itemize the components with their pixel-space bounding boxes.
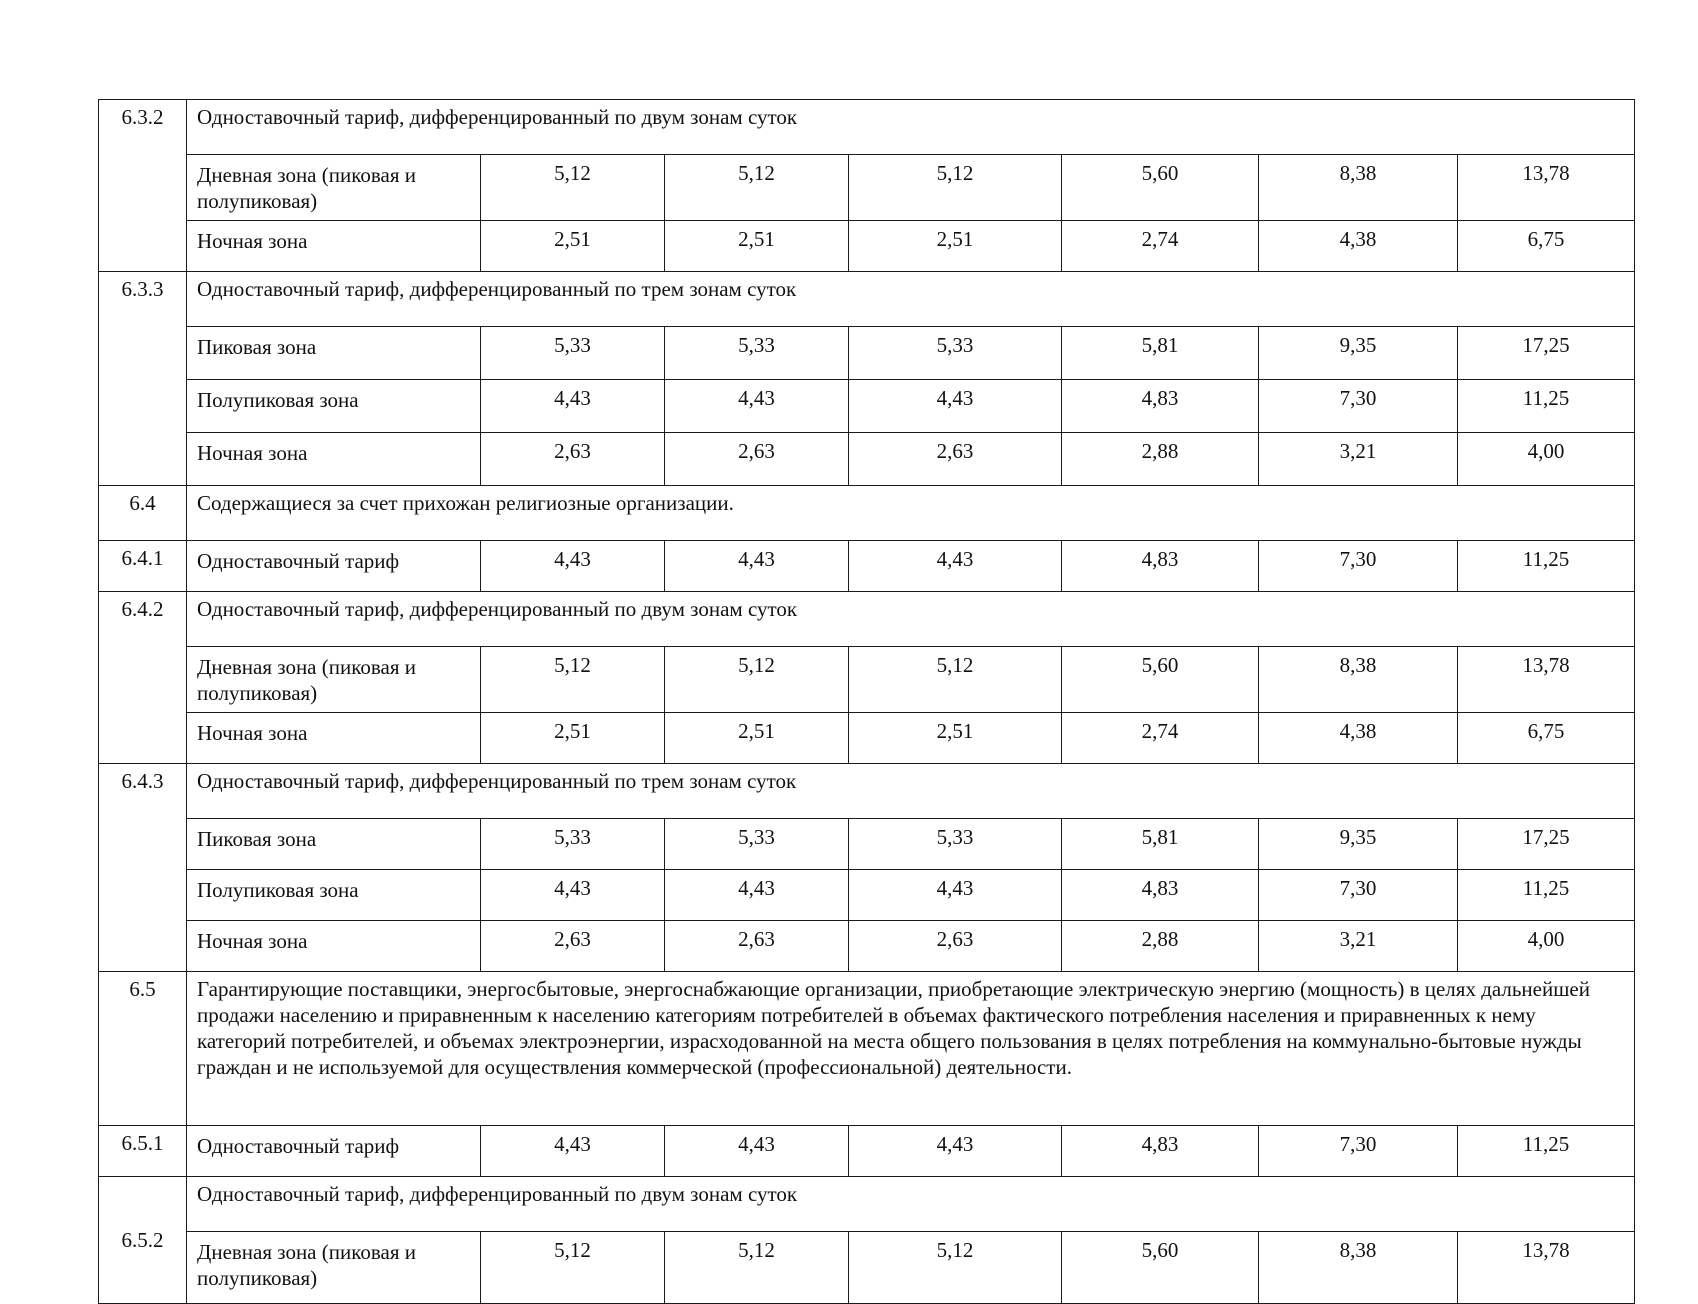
tariff-value: 4,83 xyxy=(1062,541,1259,592)
group-heading: Одноставочный тариф, дифференцированный по трем зонам суток xyxy=(187,764,1635,819)
tariff-value: 2,88 xyxy=(1062,433,1259,486)
tariff-value: 4,43 xyxy=(665,870,849,921)
section-number: 6.5.2 xyxy=(99,1177,187,1304)
tariff-value: 17,25 xyxy=(1458,819,1635,870)
group-header-row xyxy=(99,764,1635,819)
tariff-value: 8,38 xyxy=(1259,1232,1458,1304)
table-row xyxy=(99,155,1635,221)
section-number: 6.3.3 xyxy=(99,272,187,486)
tariff-value: 4,43 xyxy=(481,541,665,592)
row-label: Ночная зона xyxy=(187,433,481,486)
tariff-value: 4,43 xyxy=(665,541,849,592)
tariff-value: 8,38 xyxy=(1259,647,1458,713)
table-row xyxy=(99,921,1635,972)
tariff-value: 2,51 xyxy=(849,713,1062,764)
tariff-value: 6,75 xyxy=(1458,713,1635,764)
group-header-row xyxy=(99,486,1635,541)
tariff-value: 4,83 xyxy=(1062,870,1259,921)
tariff-value: 5,33 xyxy=(481,327,665,380)
tariff-value: 5,60 xyxy=(1062,647,1259,713)
group-heading: Одноставочный тариф, дифференцированный по двум зонам суток xyxy=(187,1177,1635,1232)
table-row xyxy=(99,713,1635,764)
tariff-value: 11,25 xyxy=(1458,541,1635,592)
row-label: Полупиковая зона xyxy=(187,380,481,433)
row-label: Дневная зона (пиковая и полупиковая) xyxy=(187,1232,481,1304)
tariff-value: 13,78 xyxy=(1458,1232,1635,1304)
tariff-value: 5,60 xyxy=(1062,1232,1259,1304)
group-heading: Одноставочный тариф, дифференцированный по двум зонам суток xyxy=(187,100,1635,155)
tariff-value: 5,33 xyxy=(665,327,849,380)
tariff-value: 5,12 xyxy=(849,647,1062,713)
tariff-value: 11,25 xyxy=(1458,870,1635,921)
section-number: 6.4 xyxy=(99,486,187,541)
section-number: 6.4.2 xyxy=(99,592,187,764)
tariff-value: 9,35 xyxy=(1259,327,1458,380)
tariff-value: 11,25 xyxy=(1458,380,1635,433)
tariff-value: 9,35 xyxy=(1259,819,1458,870)
tariff-value: 8,38 xyxy=(1259,155,1458,221)
tariff-value: 5,12 xyxy=(665,647,849,713)
tariff-value: 5,60 xyxy=(1062,155,1259,221)
row-label: Ночная зона xyxy=(187,713,481,764)
row-label: Дневная зона (пиковая и полупиковая) xyxy=(187,647,481,713)
group-header-row xyxy=(99,972,1635,1126)
tariff-value: 5,81 xyxy=(1062,327,1259,380)
table-row xyxy=(99,1126,1635,1177)
row-label: Одноставочный тариф xyxy=(187,541,481,592)
tariff-value: 5,33 xyxy=(665,819,849,870)
group-header-row xyxy=(99,272,1635,327)
tariff-value: 4,43 xyxy=(481,1126,665,1177)
tariff-value: 7,30 xyxy=(1259,380,1458,433)
table-row xyxy=(99,433,1635,486)
row-label: Дневная зона (пиковая и полупиковая) xyxy=(187,155,481,221)
row-label: Ночная зона xyxy=(187,921,481,972)
group-heading: Гарантирующие поставщики, энергосбытовые, энергоснабжающие организации, приобретающие электрическую энергию (мощность) в целях дальнейшей продажи населению и приравненным к населению категориям потребителей в объемах фактического потребления населения и приравненных к нему категорий потребителей, и объемах электроэнергии, израсходованной на места общего пользования в целях потребления на коммунально-бытовые нужды граждан и не используемой для осуществления коммерческой (профессиональной) деятельности. xyxy=(187,972,1635,1126)
tariff-value: 4,83 xyxy=(1062,1126,1259,1177)
tariff-value: 2,63 xyxy=(481,921,665,972)
table-row xyxy=(99,221,1635,272)
tariff-value: 13,78 xyxy=(1458,155,1635,221)
tariff-value: 5,33 xyxy=(481,819,665,870)
section-number: 6.4.1 xyxy=(99,541,187,592)
tariff-value: 2,51 xyxy=(665,713,849,764)
tariff-value: 4,43 xyxy=(481,380,665,433)
tariff-value: 2,63 xyxy=(665,433,849,486)
tariff-value: 2,51 xyxy=(665,221,849,272)
tariff-value: 4,43 xyxy=(481,870,665,921)
tariff-value: 11,25 xyxy=(1458,1126,1635,1177)
tariff-value: 3,21 xyxy=(1259,433,1458,486)
tariff-value: 4,43 xyxy=(849,870,1062,921)
row-label: Пиковая зона xyxy=(187,327,481,380)
table-row xyxy=(99,819,1635,870)
tariff-value: 4,83 xyxy=(1062,380,1259,433)
tariff-value: 2,63 xyxy=(665,921,849,972)
tariff-value: 2,74 xyxy=(1062,221,1259,272)
tariff-value: 4,00 xyxy=(1458,921,1635,972)
table-row xyxy=(99,870,1635,921)
tariff-value: 4,43 xyxy=(849,380,1062,433)
tariff-value: 2,51 xyxy=(849,221,1062,272)
row-label: Пиковая зона xyxy=(187,819,481,870)
tariff-value: 5,12 xyxy=(849,1232,1062,1304)
group-header-row xyxy=(99,100,1635,155)
tariff-value: 2,63 xyxy=(849,433,1062,486)
table-row xyxy=(99,647,1635,713)
tariff-value: 4,43 xyxy=(849,1126,1062,1177)
group-heading: Одноставочный тариф, дифференцированный по двум зонам суток xyxy=(187,592,1635,647)
section-number: 6.3.2 xyxy=(99,100,187,272)
tariff-value: 5,33 xyxy=(849,819,1062,870)
tariff-table xyxy=(98,99,1635,1304)
tariff-value: 7,30 xyxy=(1259,1126,1458,1177)
tariff-value: 7,30 xyxy=(1259,541,1458,592)
tariff-value: 4,38 xyxy=(1259,221,1458,272)
tariff-value: 2,74 xyxy=(1062,713,1259,764)
tariff-value: 5,12 xyxy=(481,1232,665,1304)
tariff-value: 4,38 xyxy=(1259,713,1458,764)
table-row xyxy=(99,327,1635,380)
group-heading: Содержащиеся за счет прихожан религиозные организации. xyxy=(187,486,1635,541)
tariff-value: 5,12 xyxy=(665,155,849,221)
tariff-value: 7,30 xyxy=(1259,870,1458,921)
table-row xyxy=(99,1232,1635,1304)
tariff-value: 4,00 xyxy=(1458,433,1635,486)
group-header-row xyxy=(99,1177,1635,1232)
tariff-value: 2,63 xyxy=(849,921,1062,972)
tariff-value: 6,75 xyxy=(1458,221,1635,272)
section-number: 6.5.1 xyxy=(99,1126,187,1177)
row-label: Полупиковая зона xyxy=(187,870,481,921)
tariff-value: 5,12 xyxy=(849,155,1062,221)
tariff-value: 3,21 xyxy=(1259,921,1458,972)
tariff-value: 4,43 xyxy=(665,1126,849,1177)
tariff-value: 2,51 xyxy=(481,221,665,272)
section-number: 6.4.3 xyxy=(99,764,187,972)
tariff-value: 2,63 xyxy=(481,433,665,486)
tariff-value: 2,88 xyxy=(1062,921,1259,972)
tariff-value: 5,33 xyxy=(849,327,1062,380)
tariff-table-body xyxy=(99,100,1635,1304)
section-number: 6.5 xyxy=(99,972,187,1126)
tariff-value: 4,43 xyxy=(849,541,1062,592)
tariff-value: 5,81 xyxy=(1062,819,1259,870)
tariff-value: 4,43 xyxy=(665,380,849,433)
row-label: Одноставочный тариф xyxy=(187,1126,481,1177)
table-row xyxy=(99,380,1635,433)
tariff-value: 13,78 xyxy=(1458,647,1635,713)
row-label: Ночная зона xyxy=(187,221,481,272)
tariff-value: 5,12 xyxy=(481,155,665,221)
tariff-value: 2,51 xyxy=(481,713,665,764)
group-heading: Одноставочный тариф, дифференцированный по трем зонам суток xyxy=(187,272,1635,327)
group-header-row xyxy=(99,592,1635,647)
tariff-value: 5,12 xyxy=(481,647,665,713)
tariff-value: 17,25 xyxy=(1458,327,1635,380)
table-row xyxy=(99,541,1635,592)
tariff-value: 5,12 xyxy=(665,1232,849,1304)
